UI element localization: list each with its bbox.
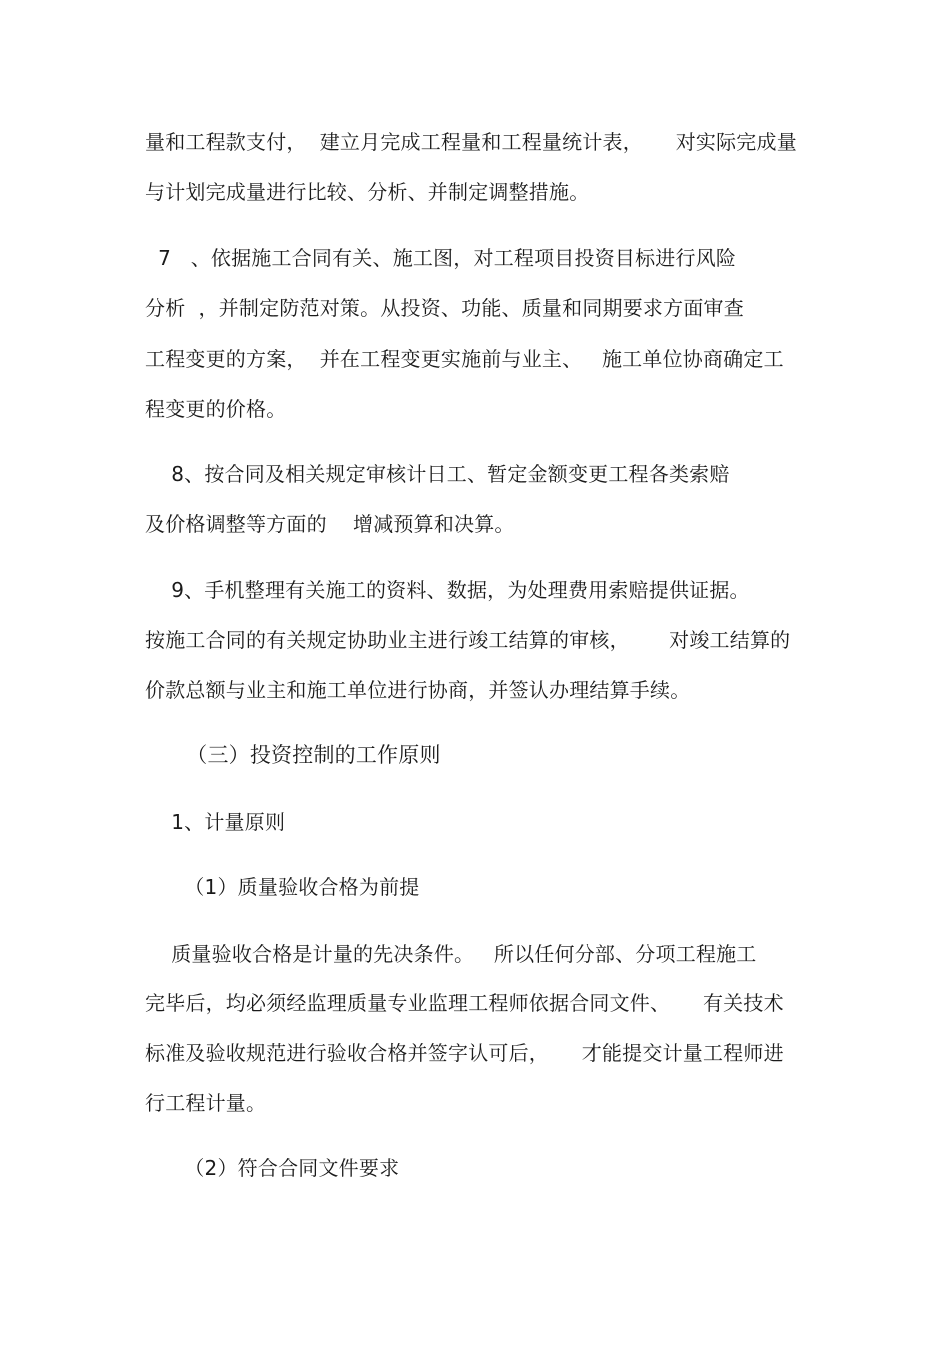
paragraph-line: 标准及验收规范进行验收合格并签字认可后， 才能提交计量工程师进 [145, 1041, 784, 1065]
paragraph-line: 按施工合同的有关规定协助业主进行竣工结算的审核， 对竣工结算的 [145, 628, 791, 652]
paragraph-line: 工程变更的方案， 并在工程变更实施前与业主、 施工单位协商确定工 [145, 347, 784, 371]
section-heading: （三）投资控制的工作原则 [145, 743, 441, 767]
paragraph-line: 及价格调整等方面的 增减预算和决算。 [145, 512, 515, 536]
paragraph-line: 分析 ，并制定防范对策。从投资、功能、质量和同期要求方面审查 [145, 296, 744, 320]
paragraph-line: 8、按合同及相关规定审核计日工、暂定金额变更工程各类索赔 [145, 462, 730, 486]
paragraph-line: 7 、依据施工合同有关、施工图，对工程项目投资目标进行风险 [145, 246, 737, 270]
paragraph-line: 9、手机整理有关施工的资料、数据，为处理费用索赔提供证据。 [145, 578, 750, 602]
subsection-heading: （2）符合合同文件要求 [145, 1156, 400, 1180]
paragraph-line: 程变更的价格。 [145, 397, 287, 421]
paragraph-line: 与计划完成量进行比较、分析、并制定调整措施。 [145, 180, 590, 204]
paragraph-line: 完毕后，均必须经监理质量专业监理工程师依据合同文件、 有关技术 [145, 991, 784, 1015]
subsection-heading: （1）质量验收合格为前提 [145, 875, 420, 899]
paragraph-line: 量和工程款支付， 建立月完成工程量和工程量统计表， 对实际完成量 [145, 130, 797, 154]
paragraph-line: 质量验收合格是计量的先决条件。 所以任何分部、分项工程施工 [145, 942, 757, 966]
paragraph-line: 价款总额与业主和施工单位进行协商，并签认办理结算手续。 [145, 678, 691, 702]
paragraph-line: 行工程计量。 [145, 1091, 267, 1115]
subsection-heading: 1、计量原则 [145, 810, 286, 834]
